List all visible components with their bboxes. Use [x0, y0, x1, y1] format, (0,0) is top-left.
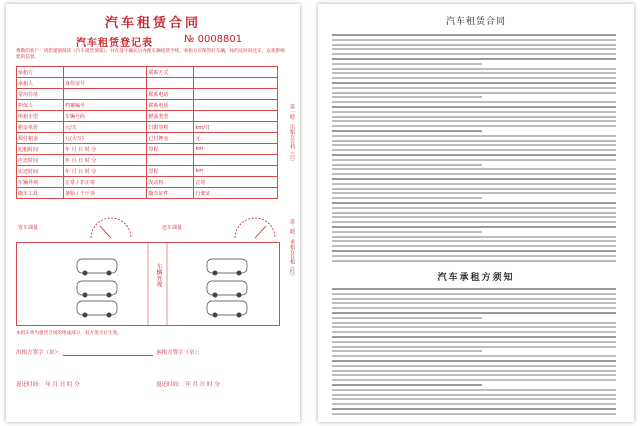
- text-line: [332, 183, 616, 185]
- text-line: [332, 92, 616, 94]
- sign-lessee-label: 出租方签字（章）：: [16, 350, 63, 356]
- return-date-2: 年 月 日 时 分: [185, 382, 220, 388]
- form-cell: 实还时间: [17, 166, 64, 177]
- form-cell: 预付租金: [17, 133, 64, 144]
- form-cell: km: [194, 144, 278, 155]
- text-line: [332, 197, 482, 199]
- text-line: [332, 240, 616, 242]
- form-cell: [194, 155, 278, 166]
- text-line: [332, 260, 616, 262]
- form-row: [17, 188, 278, 199]
- form-cell: [194, 67, 278, 78]
- return-label-2: 返还时间：: [156, 382, 184, 388]
- text-line: [332, 173, 616, 175]
- text-line: [332, 255, 616, 257]
- form-cell: [194, 100, 278, 111]
- form-cell: 已付押金: [147, 133, 194, 144]
- text-line: [332, 336, 616, 338]
- form-cell: 所租车型: [17, 111, 64, 122]
- form-row: [17, 111, 278, 122]
- form-cell: 年 月 日 时 分: [63, 155, 147, 166]
- form-cell: [194, 111, 278, 122]
- text-line: [332, 331, 616, 333]
- form-cell: 元(大写): [63, 133, 147, 144]
- form-row: [17, 166, 278, 177]
- form-cell: 随车工具: [17, 188, 64, 199]
- text-line: [332, 130, 482, 132]
- form-subtitle: 汽车租赁登记表: [76, 38, 153, 49]
- form-cell: 燃油类型: [147, 111, 194, 122]
- form-cell: 承租方: [17, 67, 64, 78]
- text-line: [332, 135, 616, 137]
- stub-label-1: 第一联：出租方存档（白）: [289, 104, 295, 164]
- form-row: [17, 100, 278, 111]
- form-cell: 里程: [147, 166, 194, 177]
- text-line: [332, 178, 616, 180]
- text-line: [332, 312, 616, 314]
- text-line: [332, 293, 616, 295]
- text-line: [332, 298, 616, 300]
- text-line: [332, 101, 616, 103]
- text-line: [332, 250, 616, 252]
- form-cell: 正常 / 非正常: [63, 177, 147, 188]
- form-cell: km: [194, 166, 278, 177]
- text-line: [332, 350, 482, 352]
- sign-lessee-line: [63, 349, 153, 356]
- text-line: [332, 394, 616, 396]
- form-cell: 租金单价: [17, 122, 64, 133]
- contract-title: 汽车租赁合同: [445, 17, 506, 27]
- form-cell: 联系电话: [147, 89, 194, 100]
- form-cell: [147, 155, 194, 166]
- text-line: [332, 72, 616, 74]
- text-line: [332, 413, 616, 415]
- form-cell: 担保人: [17, 100, 64, 111]
- text-line: [332, 159, 616, 161]
- form-footer: 本租车单为租赁合同的组成部分，双方签字后生效。: [16, 331, 122, 336]
- text-line: [332, 154, 616, 156]
- text-line: [332, 355, 616, 357]
- return-row-2: [156, 380, 220, 388]
- form-cell: 车辆号码: [63, 111, 147, 122]
- text-line: [332, 226, 616, 228]
- text-line: [332, 346, 616, 348]
- text-line: [332, 398, 616, 400]
- form-cell: [147, 78, 194, 89]
- text-line: [332, 168, 616, 170]
- text-line: [332, 384, 482, 386]
- form-cell: 年 月 日 时 分: [63, 166, 147, 177]
- form-row: [17, 155, 278, 166]
- text-line: [332, 63, 482, 65]
- text-line: [332, 120, 616, 122]
- car-diagram-label: 车辆外观: [155, 263, 162, 287]
- form-row: [17, 89, 278, 100]
- form-cell: [63, 89, 147, 100]
- text-line: [332, 68, 616, 70]
- text-line: [332, 82, 616, 84]
- serial-prefix: №: [184, 34, 195, 45]
- text-line: [332, 403, 616, 405]
- text-line: [332, 288, 616, 290]
- text-line: [332, 212, 616, 214]
- form-row: [17, 144, 278, 155]
- registration-form-page: [6, 4, 300, 422]
- sign-lessor-label: 承租方签字（章）：: [156, 350, 203, 356]
- form-cell: 正常: [194, 177, 278, 188]
- form-cell: 应还时间: [17, 155, 64, 166]
- fuel-out-label: 发车油量: [18, 225, 39, 231]
- form-cell: 联系方式: [147, 67, 194, 78]
- form-cell: km/日: [194, 122, 278, 133]
- form-cell: 承租人: [17, 78, 64, 89]
- text-line: [332, 360, 616, 362]
- form-cell: 年 月 日 时 分: [63, 144, 147, 155]
- text-line: [332, 149, 616, 151]
- form-row: [17, 133, 278, 144]
- text-line: [332, 322, 616, 324]
- text-line: [332, 216, 616, 218]
- form-cell: 联系电话: [147, 100, 194, 111]
- text-line: [332, 379, 616, 381]
- form-cell: 随车证件: [147, 188, 194, 199]
- contract-text-page: [318, 4, 634, 422]
- fuel-return-label: 还车油量: [162, 225, 183, 231]
- text-line: [332, 370, 616, 372]
- car-diagram-box: [16, 242, 280, 326]
- terms-section-title: 汽车承租方须知: [437, 273, 515, 283]
- text-line: [332, 53, 616, 55]
- text-line: [332, 58, 616, 60]
- form-cell: 常用住址: [17, 89, 64, 100]
- form-cell: 车辆外观: [17, 177, 64, 188]
- form-cell: 起租时间: [17, 144, 64, 155]
- return-date: 年 月 日 时 分: [45, 382, 80, 388]
- fuel-gauge-return: [230, 216, 280, 240]
- text-line: [332, 389, 616, 391]
- text-line: [332, 164, 482, 166]
- form-cell: 档案编号: [63, 100, 147, 111]
- form-row: [17, 122, 278, 133]
- form-title: 汽车租赁合同: [104, 16, 201, 31]
- form-cell: 发动机: [147, 177, 194, 188]
- form-cell: 里程: [147, 144, 194, 155]
- text-line: [332, 207, 616, 209]
- return-label: 返还时间：: [16, 382, 44, 388]
- text-line: [332, 236, 616, 238]
- text-line: [332, 202, 616, 204]
- form-cell: 日限里程: [147, 122, 194, 133]
- form-row: [17, 177, 278, 188]
- text-line: [332, 87, 616, 89]
- text-line: [332, 317, 482, 319]
- sign-lessee-row: [16, 348, 153, 356]
- sign-lessor-row: [156, 348, 203, 356]
- text-line: [332, 192, 616, 194]
- text-line: [332, 106, 616, 108]
- text-line: [332, 77, 616, 79]
- text-line: [332, 374, 616, 376]
- stub-label-2: 第二联：承租方存根（红）: [289, 219, 295, 279]
- text-line: [332, 245, 616, 247]
- text-line: [332, 341, 616, 343]
- text-line: [332, 48, 616, 50]
- form-cell: 身份证号: [63, 78, 147, 89]
- text-line: [332, 188, 616, 190]
- text-line: [332, 140, 616, 142]
- serial-value: 0008801: [197, 34, 243, 45]
- form-cell: 元/天: [63, 122, 147, 133]
- text-line: [332, 44, 616, 46]
- car-diagrams: [17, 243, 279, 325]
- form-cell: 备胎 / 千斤顶: [63, 188, 147, 199]
- text-line: [332, 125, 616, 127]
- text-line: [332, 221, 616, 223]
- text-line: [332, 307, 616, 309]
- text-line: [332, 96, 482, 98]
- text-line: [332, 111, 616, 113]
- text-line: [332, 302, 616, 304]
- form-notice: 尊敬的客户：请您谨慎阅读《汽车租赁须知》，并在签字确认后办理车辆租赁手续。承租方应保管好车辆，按约定时间还车，以免影响您的信誉。: [16, 49, 285, 60]
- form-cell: 元: [194, 133, 278, 144]
- form-cell: [194, 89, 278, 100]
- form-cell: [194, 78, 278, 89]
- form-row: [17, 78, 278, 89]
- return-row: [16, 380, 80, 388]
- form-row: [17, 67, 278, 78]
- serial-number: [184, 34, 242, 45]
- text-line: [332, 116, 616, 118]
- text-line: [332, 231, 482, 233]
- text-line: [332, 144, 616, 146]
- text-line: [332, 326, 616, 328]
- text-line: [332, 34, 616, 36]
- text-line: [332, 365, 616, 367]
- text-line: [332, 408, 616, 410]
- text-line: [332, 39, 616, 41]
- fuel-gauge-out: [86, 216, 136, 240]
- registration-table: [16, 66, 278, 199]
- form-cell: [63, 67, 147, 78]
- form-cell: 行驶证: [194, 188, 278, 199]
